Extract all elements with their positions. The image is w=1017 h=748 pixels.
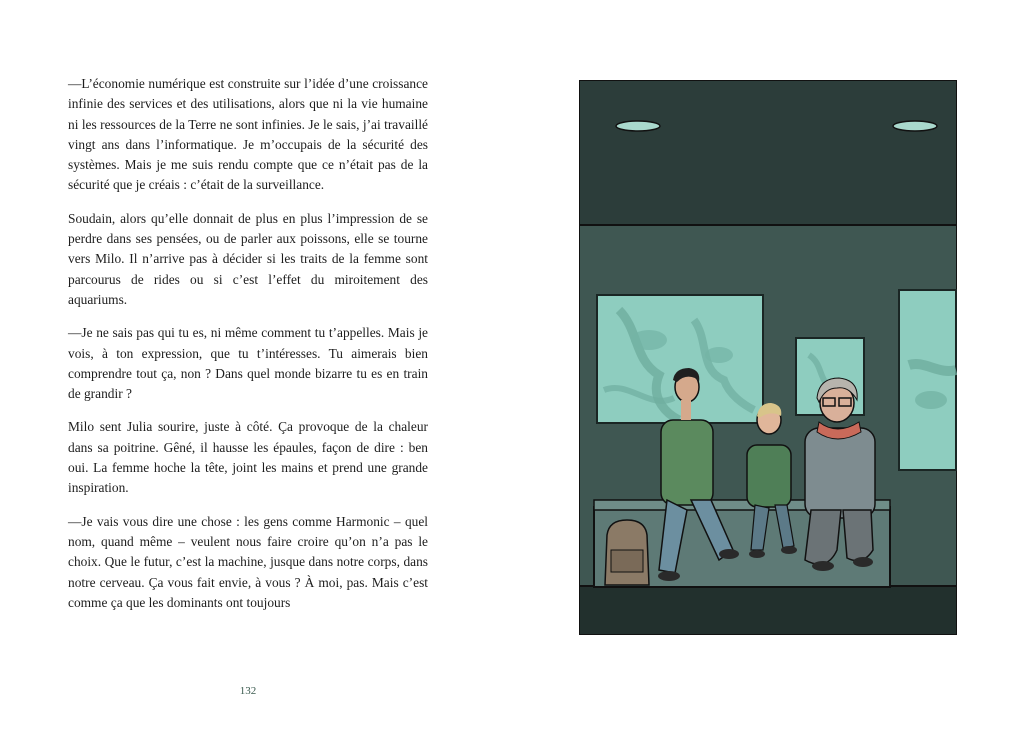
- aquarium-window-left: [597, 295, 763, 423]
- page-number: 132: [239, 685, 257, 697]
- ceiling: [580, 81, 956, 225]
- paragraph-2: Soudain, alors qu’elle donnait de plus en plus l’impression de se perdre dans ses pensées, ou de parler aux poissons, elle se tourne vers Milo. Il n’arrive pas à décider si les traits de la femme sont parcourus de rides ou si c’est l’effet du miroitement des aquariums.: [68, 210, 428, 307]
- paragraph-1: —L’économie numérique est construite sur l’idée d’une croissance infinie des services et des utilisations, alors que ni la vie humaine ni les ressources de la Terre ne sont infinies. Je le sais, j’ai travaillé vingt ans dans l’informatique. Je m’occupais de la sécurité des systèmes. Mais je me suis rendu compte que ce n’était pas de la sécurité que je créais : c’était de la surveillance.: [68, 76, 428, 193]
- ceiling-light-left: [616, 121, 660, 131]
- ceiling-light-right: [893, 121, 937, 131]
- aquarium-window-right: [899, 290, 956, 470]
- floor: [580, 586, 956, 634]
- paragraph-4: Milo sent Julia sourire, juste à côté. Ça provoque de la chaleur dans sa poitrine. Gêné, il hausse les épaules, façon de dire : ben oui. La femme hoche la tête, joint les mains et prend une grande inspiration.: [68, 419, 428, 496]
- aquarium-bench-illustration: [579, 80, 957, 635]
- paragraph-5: —Je vais vous dire une chose : les gens comme Harmonic – quel nom, quand même – veulent nous faire croire qu’on n’a pas le choix. Que le futur, c’est la machine, jusque dans notre corps, dans notre cerveau. Ça vous fait envie, à vous ? À moi, pas. Mais c’est comme ça que les dominants ont toujours: [68, 513, 428, 610]
- backpack: [605, 520, 649, 585]
- left-page: [0, 0, 508, 748]
- body-text: [68, 74, 428, 626]
- paragraph-3: —Je ne sais pas qui tu es, ni même comment tu t’appelles. Mais je vois, à ton expression, que tu t’intéresses. Tu aimerais bien comprendre tout ça, non ? Dans quel monde bizarre tu es en train de grandir ?: [68, 325, 428, 402]
